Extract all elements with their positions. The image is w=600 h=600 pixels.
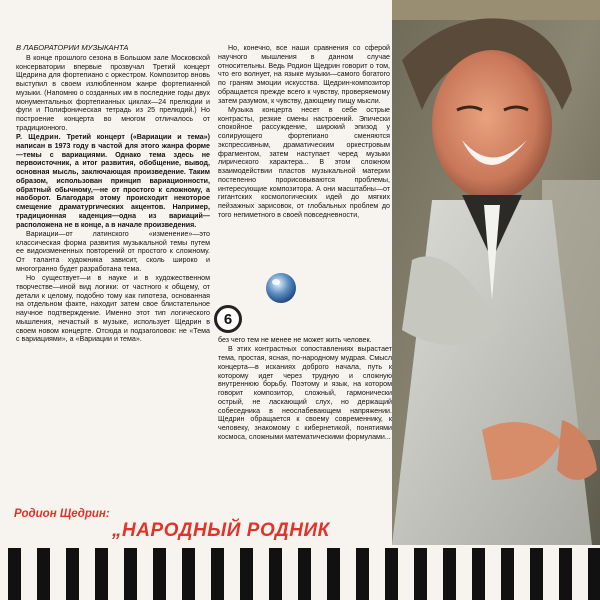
piano-black-key: [298, 548, 311, 600]
piano-black-key: [153, 548, 166, 600]
piano-black-key: [66, 548, 79, 600]
piano-black-key: [8, 548, 21, 600]
piano-black-key: [269, 548, 282, 600]
piano-black-key: [182, 548, 195, 600]
composer-photo: [392, 0, 600, 545]
piano-black-key: [414, 548, 427, 600]
paragraph: Но, конечно, все наши сравнения со сферой научного мышления в данном случае относительны. Ведь Родион Щедрин говорит о том, что его волнует, на языке музыки—самого богатого по граням эмоции искусства. Щедрин-композитор обращается прежде всего к чувству, проверяемому затем разумом, к чувству, дающему пищу мысли.: [218, 44, 390, 105]
bold-paragraph: [16, 133, 210, 229]
page-number-badge: 6: [214, 305, 242, 333]
piano-keys-group: [8, 548, 600, 600]
paragraph: В этих контрастных сопоставлениях вырастает тема, простая, ясная, по-народному мудрая. Смысл концерта—в исканиях доброго начала, путь к которому идет через трудную и сложную внутреннюю борьбу. Поэтому и язык, на котором говорит композитор, сложный, гармонически острый, не ласкающий слух, но держащий собеседника в неослабевающем напряжении. Щедрин обращается к своему современнику, к человеку, знакомому с кибернетикой, понятиями космоса, сложными математическими формулами...: [218, 345, 392, 441]
article-column-right-bottom: [218, 336, 392, 442]
piano-keys-border: [0, 546, 600, 600]
paragraph: В конце прошлого сезона в Большом зале Московской консерватории впервые прозвучал Третий концерт Щедрина для фортепиано с оркестром. Композитор вновь выступил в своем излюбленном жанре фортепианной музыки. (Напомню о созданных им в последние годы двух монументальных фортепианных циклах—24 прелюдии и фуги и Полифоническая тетрадь из 25 прелюдий.) Но построение концерта во многом отличалось от традиционного.: [16, 53, 210, 132]
piano-black-key: [124, 548, 137, 600]
article-column-left: [16, 44, 210, 345]
paragraph: Вариации—от латинского «изменение»—это классическая форма развития музыкальной темы путем ее видоизмененных повторений от простого к сложному. От таланта художника зависит, сколь широко и многогранно будет разработана тема.: [16, 229, 210, 273]
piano-black-key: [327, 548, 340, 600]
glass-ball-image: [265, 272, 297, 304]
piano-black-key: [472, 548, 485, 600]
bold-paragraph-lead: Р. Щедрин.: [16, 133, 61, 141]
piano-black-key: [37, 548, 50, 600]
article-column-right-top: [218, 44, 390, 220]
paragraph: Но существует—и в науке и в художественном творчестве—иной вид логики: от частного к общему, от детали к целому, подобно тому как гипотеза, основанная на отдельном факте, находит затем свое блистательное научное подтверждение. Именно этот тип логического мышления, нечастый в музыке, использует Щедрин в своем новом концерте. Отсюда и подзаголовок: не «Тема с вариациями», а «Вариации и тема».: [16, 274, 210, 344]
article-title: „НАРОДНЫЙ РОДНИК: [112, 519, 330, 541]
bold-paragraph-body: Третий концерт («Вариации и тема») написан в 1973 году в частой для этого жанра форме—темы с вариациями. Однако тема здесь не первоисточник, а итог развития, обобщение, вывод, основная мысль, заключающая произведение. Таким образом, использован принцип вариационности, обратный обычному,—не от простого к сложному, а наоборот. Благодаря этому происходит некоторое смещение драматургических акцентов. Например, традиционная каденция—одна из вариаций—расположена не в конце, а в начале произведения.: [16, 133, 210, 229]
composer-photo-illustration: [392, 0, 600, 545]
section-heading: В ЛАБОРАТОРИИ МУЗЫКАНТА: [16, 43, 129, 52]
piano-black-key: [443, 548, 456, 600]
piano-black-key: [559, 548, 572, 600]
piano-black-key: [95, 548, 108, 600]
piano-black-key: [211, 548, 224, 600]
author-name: Родион Щедрин:: [14, 508, 110, 520]
piano-black-key: [240, 548, 253, 600]
paragraph: Музыка концерта несет в себе острые контрасты, резкие смены настроений. Эпически спокойное рассуждение, широкий эпизод у солирующего фортепиано сменяются экспрессивным, драматическим оркестровым фрагментом, затем наступает черед музыки лирического характера... В этом сложном взаимодействии пластов музыкальной материи постепенно прорисовываются проблемы, интересующие композитора. А они масштабны—от гигантских космологических идей до мягких пейзажных зарисовок, от глобальных проблем до того непиметного в своей повседневности,: [218, 105, 390, 219]
piano-black-key: [588, 548, 600, 600]
paragraph: без чего тем не менее не может жить человек.: [218, 336, 372, 344]
piano-black-key: [530, 548, 543, 600]
piano-black-key: [356, 548, 369, 600]
piano-black-key: [385, 548, 398, 600]
piano-black-key: [501, 548, 514, 600]
